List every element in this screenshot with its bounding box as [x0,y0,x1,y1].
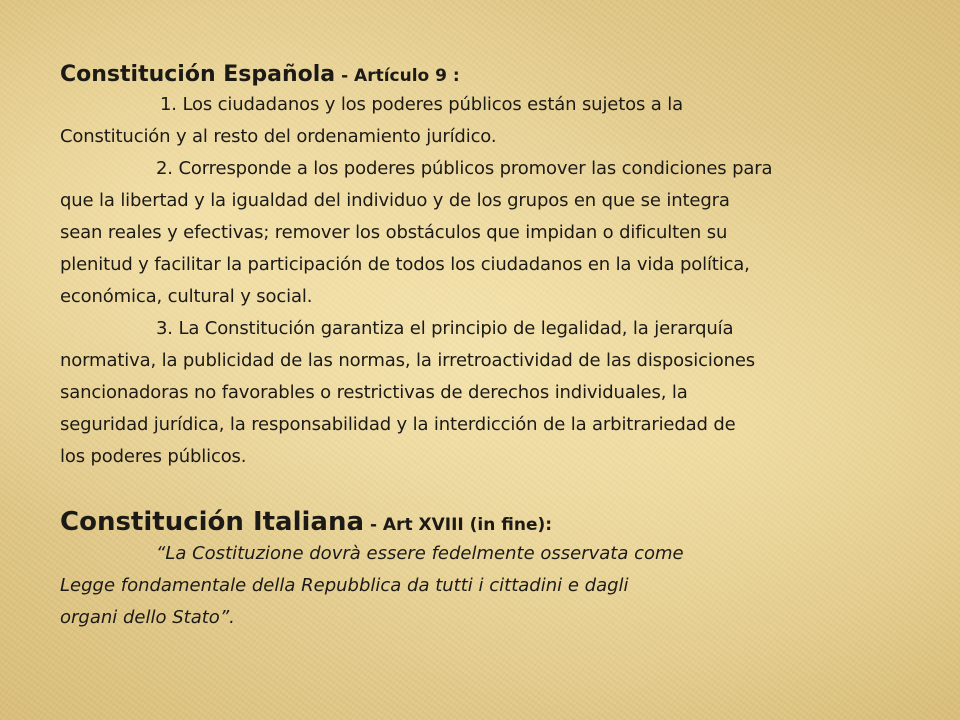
article-line: Constitución y al resto del ordenamiento jurídico. [60,126,497,147]
italian-quote [60,539,880,633]
article-line: económica, cultural y social. [60,286,313,307]
spanish-heading [60,62,880,87]
article-line: sean reales y efectivas; remover los obstáculos que impidan o dificulten su [60,222,728,243]
quote-line: “La Costituzione dovrà essere fedelmente osservata come [156,543,684,564]
spanish-title: Constitución Española [60,62,336,87]
article-line: que la libertad y la igualdad del individuo y de los grupos en que se integra [60,190,730,211]
quote-line: Legge fondamentale della Repubblica da tutti i cittadini e dagli [60,575,629,596]
italian-article-label: - Art XVIII (in fine): [364,515,553,535]
italian-constitution-section [60,507,880,633]
spanish-article-text [60,89,880,473]
article-line: sancionadoras no favorables o restrictivas de derechos individuales, la [60,382,688,403]
quote-line: organi dello Stato”. [60,607,235,628]
article-line: 1. Los ciudadanos y los poderes públicos están sujetos a la [160,94,683,115]
article-line: plenitud y facilitar la participación de todos los ciudadanos en la vida política, [60,254,750,275]
article-line: 2. Corresponde a los poderes públicos promover las condiciones para [156,158,773,179]
article-line: 3. La Constitución garantiza el principio de legalidad, la jerarquía [156,318,734,339]
slide-content [60,62,880,633]
article-line: normativa, la publicidad de las normas, la irretroactividad de las disposiciones [60,350,755,371]
article-line: seguridad jurídica, la responsabilidad y la interdicción de la arbitrariedad de [60,414,736,435]
italian-heading [60,507,880,537]
spanish-constitution-section [60,62,880,473]
italian-title: Constitución Italiana [60,507,365,537]
spanish-article-label: - Artículo 9 : [335,66,460,86]
article-line: los poderes públicos. [60,446,247,467]
